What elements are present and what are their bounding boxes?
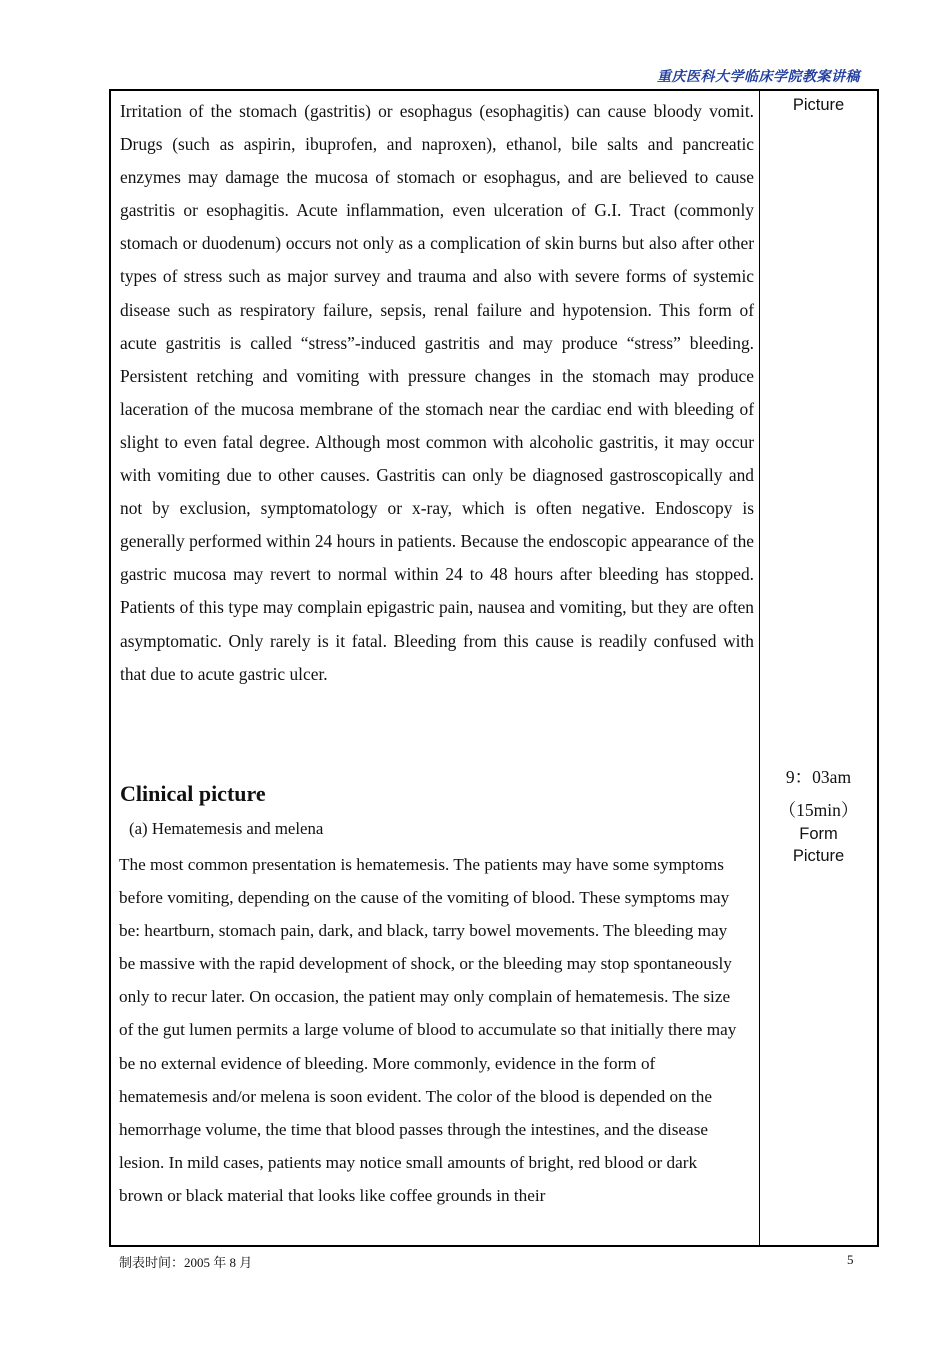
paragraph-gastritis: Irritation of the stomach (gastritis) or esophagus (esophagitis) can cause bloody vomit. Drugs (such as aspirin, ibuprofen, and naproxen), ethanol, bile salts and pancreatic enzymes may damage the mucosa of stomach or esophagus, and are believed to cause gastritis or esophagitis. Acute inflammation, even ulceration of G.I. Tract (commonly stomach or duodenum) occurs not only as a complication of skin burns but also after other types of stress such as major survey and trauma and also with severe forms of systemic disease such as respiratory failure, sepsis, renal failure and hypotension. This form of acute gastritis is called “stress”-induced gastritis and may produce “stress” bleeding. Persistent retching and vomiting with pressure changes in the stomach may produce laceration of the mucosa membrane of the stomach near the cardiac end with bleeding of slight to even fatal degree. Although most common with alcoholic gastritis, it may occur with vomiting due to other causes. Gastritis can only be diagnosed gastroscopically and not by exclusion, symptomatology or x-ray, which is often negative. Endoscopy is generally performed within 24 hours in patients. Because the endoscopic appearance of the gastric mucosa may revert to normal within 24 to 48 hours after bleeding has stopped. Patients of this type may complain epigastric pain, nausea and vomiting, but they are often asymptomatic. Only rarely is it fatal. Bleeding from this cause is readily confused with that due to acute gastric ulcer.: [120, 101, 754, 684]
document-header-title: 重庆医科大学临床学院教案讲稿: [657, 70, 860, 85]
lecture-table: [109, 89, 879, 1247]
notes-cell: [759, 91, 877, 1245]
side-time: 9：03am: [785, 767, 852, 787]
paragraph-clinical-picture: The most common presentation is hematemesis. The patients may have some symptoms before vomiting, depending on the cause of the vomiting of blood. These symptoms may be: heartburn, stomach pain, dark, and black, tarry bowel movements. The bleeding may be massive with the rapid development of shock, or the bleeding may stop spontaneously only to recur later. On occasion, the patient may only complain of hematemesis. The size of the gut lumen permits a large volume of blood to accumulate so that initially there may be no external evidence of bleeding. More commonly, evidence in the form of hematemesis and/or melena is soon evident. The color of the blood is depended on the hemorrhage volume, the time that blood passes through the intestines, and the disease lesion. In mild cases, patients may notice small amounts of bright, red blood or dark brown or black material that looks like coffee grounds in their: [119, 855, 737, 1205]
lecture-content-cell: [111, 91, 761, 1245]
subheading-hematemesis: (a) Hematemesis and melena: [129, 819, 324, 838]
footer-date: 制表时间：2005 年 8 月: [119, 1255, 253, 1270]
section-heading: Clinical picture: [120, 781, 266, 806]
side-picture: Picture: [792, 847, 845, 865]
side-form: Form: [799, 825, 838, 843]
side-duration: （15min）: [778, 800, 859, 820]
page-number: 5: [847, 1252, 854, 1267]
side-label-picture: Picture: [792, 96, 845, 114]
